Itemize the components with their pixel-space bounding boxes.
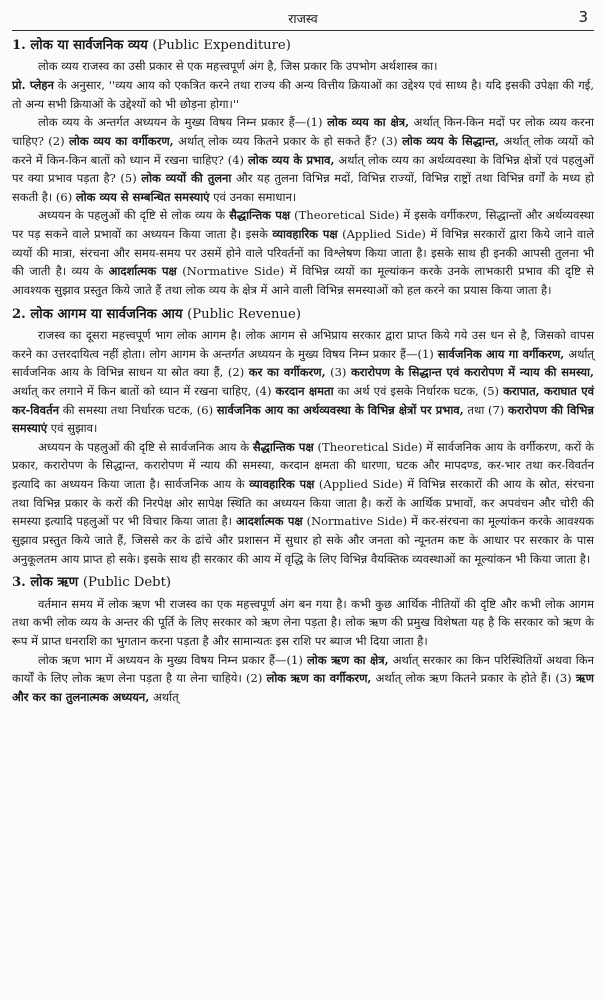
- page-number: 3: [578, 8, 588, 26]
- paragraph: वर्तमान समय में लोक ऋण भी राजस्व का एक महत्त्वपूर्ण अंग बन गया है। कभी कुछ आर्थिक नीतियों की दृष्टि और कभी लोक आगम तथा कभी लोक व्यय के अन्तर की पूर्ति के लिए सरकार को ऋण लेना पड़ता है। लोक ऋण की प्रमुख विशेषता यह है कि सरकार को ऋण के रूप में प्राप्त धनराशि का भुगतान करना पड़ता है और सामान्यतः इस राशि पर ब्याज भी दिया जाता है।: [12, 596, 594, 648]
- paragraph: लोक व्यय राजस्व का उसी प्रकार से एक महत्त्वपूर्ण अंग है, जिस प्रकार कि उपभोग अर्थशास्त्र का।: [38, 59, 438, 74]
- paragraph: लोक ऋण भाग में अध्ययन के मुख्य विषय निम्न प्रकार हैं—(1) लोक ऋण का क्षेत्र, अर्थात् सरकार का किन परिस्थितियों अथवा किन कार्यों के लिए लोक ऋण लेना पड़ता है या लेना चाहिये। (2) लोक ऋण का वर्गीकरण, अर्थात् लोक ऋण कितने प्रकार के होते हैं। (3) ऋण और कर का तुलनात्मक अध्ययन, अर्थात्: [12, 652, 594, 704]
- section-heading-public-expenditure: 1. लोक या सार्वजनिक व्यय (Public Expenditure): [12, 38, 291, 53]
- paragraph: प्रो. प्लेहन के अनुसार, ''व्यय आय को एकत्रित करने तथा राज्य की अन्य वित्तीय क्रियाओं का उद्देश्य एवं साध्य है। यदि इसकी उपेक्षा की गई, तो अन्य सभी क्रियाओं के उद्देश्यों को भी छोड़ना होगा।'': [12, 78, 594, 111]
- section-heading-public-revenue: 2. लोक आगम या सार्वजनिक आय (Public Revenue): [12, 306, 301, 322]
- paragraph: राजस्व का दूसरा महत्त्वपूर्ण भाग लोक आगम है। लोक आगम से अभिप्राय सरकार द्वारा प्राप्त किये गये उस धन से है, जिसको वापस करने का उत्तरदायित्व नहीं होता। लोग आगम के अन्तर्गत अध्ययन के मुख्य विषय निम्न प्रकार हैं—(1) सार्वजनिक आय गा वर्गीकरण, अर्थात् सार्वजनिक आय के विभिन्न साधन या स्रोत क्या हैं, (2) कर का वर्गीकरण, (3) करारोपण के सिद्धान्त एवं करारोपण में न्याय की समस्या, अर्थात् कर लगाने में किन बातों को ध्यान में रखना चाहिए, (4) करदान क्षमता का अर्थ एवं इसके निर्धारक घटक, (5) करापात, कराघात एवं कर-विवर्तन की समस्या तथा निर्धारक घटक, (6) सार्वजनिक आय का अर्थव्यवस्था के विभिन्न क्षेत्रों पर प्रभाव, तथा (7) करारोपण की विभिन्न समस्याएं एवं सुझाव।: [12, 328, 594, 436]
- header-rule: [12, 30, 594, 31]
- running-title: राजस्व: [288, 11, 318, 26]
- section-heading-public-debt: 3. लोक ऋण (Public Debt): [12, 575, 172, 591]
- paragraph: अध्ययन के पहलुओं की दृष्टि से लोक व्यय के सैद्धान्तिक पक्ष (Theoretical Side) में इसके वर्गीकरण, सिद्धान्तों और अर्थव्यवस्था पर पड़ सकने वाले प्रभावों का अध्ययन किया जाता है। इसके व्यावहारिक पक्ष (Applied Side) में विभिन्न सरकारों द्वारा किये जाने वाले व्ययों की मात्रा, संरचना और समय-समय पर उसमें होने वाले परिवर्तनों का विश्लेषण किया जाता है। इसके साथ ही इनकी आपसी तुलना भी की जाती है। व्यय के आदर्शात्मक पक्ष (Normative Side) में विभिन्न व्ययों का मूल्यांकन करके उनके लाभकारी प्रभाव की दृष्टि से आवश्यक सुझाव प्रस्तुत किये जाते हैं तथा लोक व्यय के क्षेत्र में आने वाली विभिन्न समस्याओं को हल करने का प्रयास किया जाता है।: [12, 208, 595, 297]
- running-header: [12, 6, 594, 28]
- paragraph: अध्ययन के पहलुओं की दृष्टि से सार्वजनिक आय के सैद्धान्तिक पक्ष (Theoretical Side) में सार्वजनिक आय के वर्गीकरण, करों के प्रकार, करारोपण के सिद्धान्त, करारोपण में न्याय की समस्या, करदान क्षमता की धारणा, घटक और मापदण्ड, कर-भार तथा कर-विवर्तन इत्यादि का अध्ययन किया जाता है। सार्वजनिक आय के व्यावहारिक पक्ष (Applied Side) में विभिन्न सरकारों की आय के स्रोत, संरचना तथा विभिन्न प्रकार के करों की निरपेक्ष ओर सापेक्ष स्थिति का अध्ययन किया जाता है। करों के आर्थिक प्रभावों, कर अपवंचन और चोरी की समस्या इत्यादि पहलुओं पर भी विचार किया जाता है। आदर्शात्मक पक्ष (Normative Side) में कर-संरचना का मूल्यांकन करके आवश्यक सुझाव प्रस्तुत किये जाते हैं, जिससे कर के ढांचे और प्रशासन में सुधार हो सके और जनता को न्यूनतम कष्ट के आधार पर सरकार के पास अनुकूलतम आय प्राप्त हो सके। इसके साथ ही सरकार की आय में वृद्धि के लिए विभिन्न वैयक्तिक व्यवस्थाओं का मूल्यांकन भी किया जाता है।: [12, 439, 595, 566]
- paragraph: लोक व्यय के अन्तर्गत अध्ययन के मुख्य विषय निम्न प्रकार हैं—(1) लोक व्यय का क्षेत्र, अर्थात् किन-किन मदों पर लोक व्यय करना चाहिए? (2) लोक व्यय का वर्गीकरण, अर्थात् लोक व्यय कितने प्रकार के हो सकते हैं? (3) लोक व्यय के सिद्धान्त, अर्थात् लोक व्ययों को करने में किन-किन बातों को ध्यान में रखना चाहिए? (4) लोक व्यय के प्रभाव, अर्थात् लोक व्यय का अर्थव्यवस्था के विभिन्न क्षेत्रों एवं पहलुओं पर क्या प्रभाव पड़ता है? (5) लोक व्ययों की तुलना और यह तुलना विभिन्न मदों, विभिन्न राज्यों, विभिन्न राष्ट्रों तथा विभिन्न वर्गों के मध्य हो सकती है। (6) लोक व्यय से सम्बन्धित समस्याएं एवं उनका समाधान।: [12, 115, 595, 204]
